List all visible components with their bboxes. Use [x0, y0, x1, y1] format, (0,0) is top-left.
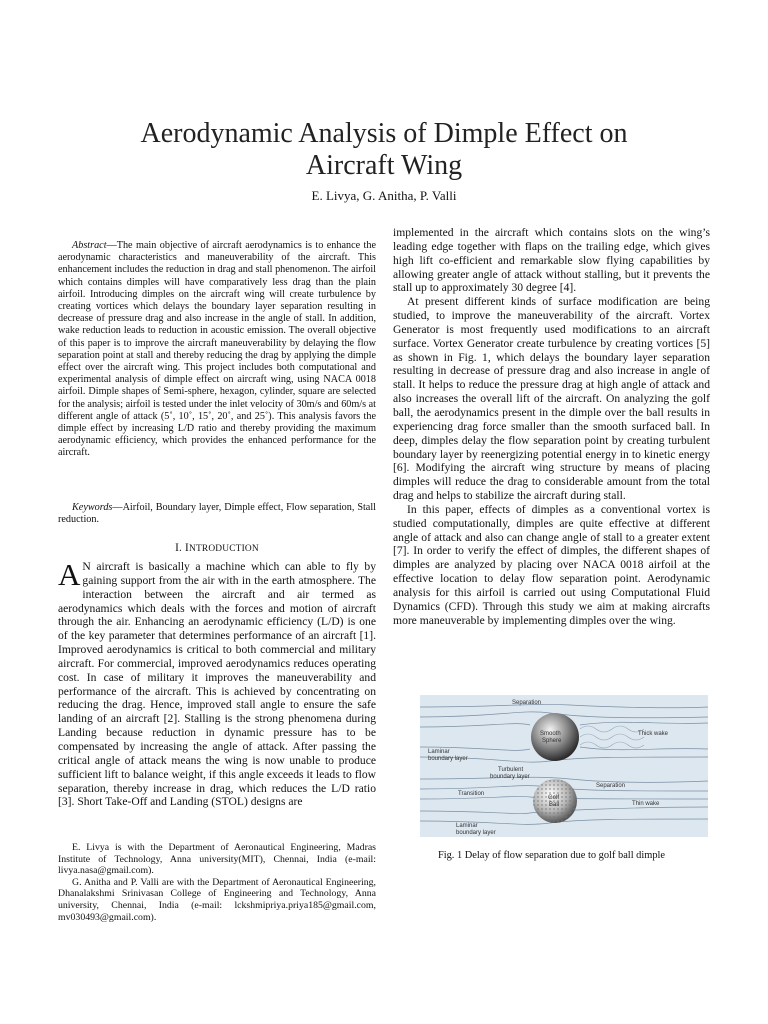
- svg-text:Thin wake: Thin wake: [632, 801, 660, 807]
- paper-title: [60, 118, 708, 182]
- paragraph-2: At present different kinds of surface modification are being studied, to improve the maneuverability of the aircraft. Vortex Generator is most frequently used modifications to an aircraft surface. Vortex Generator create turbulence by creating vortices [5] as shown in Fig. 1, which delays the boundary layer separation resulting in decrease of pressure drag and also increase in angle of stall. It helps to reduce the pressure drag at high angle of attack and also increases the overall lift of the aircraft. On analyzing the golf ball, the aerodynamics present in the dimple over the ball results in experiencing drag force smaller than the smooth surfaced ball. In deep, dimples delay the flow separation point by creating turbulent boundary layer by reenergizing potential energy in to kinetic energy [6]. Modifying the aircraft wing structure by means of placing dimples will reduce the drag to considerable amount from the total drag and helps to stabilize the aircraft during stall.: [393, 295, 710, 503]
- paper-title-line-2: Aircraft Wing: [305, 150, 463, 181]
- svg-text:Ball: Ball: [549, 802, 560, 808]
- svg-text:Separation: Separation: [596, 783, 626, 789]
- paragraph-continued: implemented in the aircraft which contains slots on the wing’s leading edge together with flaps on the trailing edge, which gives high lift co-efficient and remarkable slow flying capabilities by allowing greater angle of attack without stalling, but it prevents the stall up to approximately 30 degree [4].: [393, 226, 710, 295]
- abstract-block: [58, 240, 376, 460]
- section-heading-rest: NTRODUCTION: [188, 544, 259, 554]
- introduction-text: N aircraft is basically a machine which can able to fly by gaining support from the air with in the earth atmosphere. The interaction between the aircraft and air termed as aerodynamics which deals with the forces and motion of aircraft through the air. Enhancing an aerodynamic efficiency (L/D) is one of the key parameter that determines performance of an aircraft [1]. Improved aerodynamics is critical to both commercial and military aircraft. For commercial, improved aerodynamics reduces operating cost. In case of military it improves the maneuverability and performance of the aircraft. This is achieved by concentrating on reducing the drag. Hence, improved stall angle to ensure the safe landing of an aircraft [2]. Stalling is the strong phenomena during Landing because reduction in dynamic pressure has to be compensated by increasing the angle of attack. After passing the critical angle of attack means the wing is now unable to produce sufficient lift to balance weight, if this angle exceeds it leads to flow separation, thereby increase in drag, which reduces the L/D ratio [3]. Short Take-Off and Landing (STOL) designs are: [58, 560, 376, 809]
- svg-text:boundary layer: boundary layer: [428, 756, 468, 762]
- figure-1: [420, 695, 708, 837]
- section-heading-introduction: [58, 542, 376, 554]
- footnote-1: E. Livya is with the Department of Aeronautical Engineering, Madras Institute of Technology, Anna university(MIT), Chennai, India (e-mail: livya.nasa@gmail.com).: [58, 842, 376, 877]
- author-list: E. Livya, G. Anitha, P. Valli: [311, 188, 457, 203]
- abstract-label: Abstract: [72, 240, 107, 251]
- right-column-text: [393, 226, 710, 627]
- svg-text:Turbulent: Turbulent: [498, 767, 524, 773]
- svg-text:Thick wake: Thick wake: [638, 731, 669, 737]
- keywords-label: Keywords: [72, 502, 113, 513]
- svg-text:Transition: Transition: [458, 791, 485, 797]
- paragraph-3: In this paper, effects of dimples as a conventional vortex is studied computationally, dimples are quite effective at different angle of attack and also can change angle of stall to a greater extent [7]. In order to verify the effect of dimples, the different shapes of dimples are analyzed by placing over NACA 0018 airfoil at the effective location to delay flow separation point. Aerodynamic analysis for this airfoil is carried out using Computational Fluid Dynamics (CFD). Through this study we aim at making aircrafts more maneuverable by implementing dimples over the wing.: [393, 502, 710, 627]
- svg-text:Sphere: Sphere: [542, 738, 562, 744]
- svg-text:boundary layer: boundary layer: [456, 830, 496, 836]
- footnote-2: G. Anitha and P. Valli are with the Department of Aeronautical Engineering, Dhanalakshmi Srinivasan College of Engineering and Technology, Anna university, Chennai, India (e-mail: lckshmipriya.priya185@gmail.com, mv030493@gmail.com).: [58, 876, 376, 923]
- svg-text:Separation: Separation: [512, 700, 542, 706]
- affiliation-footnotes: [58, 842, 376, 923]
- svg-text:Golf: Golf: [548, 795, 560, 801]
- section-heading-first-letter: I: [185, 542, 189, 554]
- svg-text:Laminar: Laminar: [456, 823, 478, 829]
- smooth-sphere: [531, 713, 579, 761]
- keywords-block: [58, 502, 376, 526]
- drop-cap: A: [58, 557, 81, 592]
- paper-title-line-1: Aerodynamic Analysis of Dimple Effect on: [140, 118, 628, 149]
- introduction-paragraph: [58, 557, 376, 809]
- svg-text:boundary layer: boundary layer: [490, 774, 530, 780]
- figure-1-illustration: [420, 695, 708, 837]
- svg-text:Laminar: Laminar: [428, 749, 450, 755]
- svg-text:Smooth: Smooth: [540, 731, 561, 737]
- keywords-text: —Airfoil, Boundary layer, Dimple effect, Flow separation, Stall reduction.: [58, 502, 376, 526]
- figure-1-caption: Fig. 1 Delay of flow separation due to golf ball dimple: [437, 850, 666, 861]
- section-numeral: I.: [175, 542, 186, 554]
- golf-ball-dimples: [533, 779, 577, 823]
- abstract-text: —The main objective of aircraft aerodynamics is to enhance the aerodynamic characteristics and maneuverability of the aircraft. This enhancement includes the reduction in drag and stall phenomenon. The airfoil which contains dimples will have comparatively less drag than the plain airfoil. Introducing dimples on the aircraft wing will create turbulence by creating vortices which delays the boundary layer separation resulting in decrease of pressure drag and also increase in the angle of stall. In addition, wake reduction leads to reduction in acoustic emission. The overall objective of this paper is to improve the aircraft maneuverability by delaying the flow separation point at stall and thereby reducing the drag by applying the dimple effect over the aircraft wing. This project includes both computational and experimental analysis of dimple effect on aircraft wing, using NACA 0018 airfoil. Dimple shapes of Semi-sphere, hexagon, cylinder, square are selected for the analysis; airfoil is tested under the inlet velocity of 30m/s and 60m/s at different angle of attack (5˚, 10˚, 15˚, 20˚, and 25˚). This analysis favors the dimple effect by increasing L/D ratio and thereby providing the maximum aerodynamic efficiency, which provides the enhanced performance for the aircraft.: [58, 240, 377, 459]
